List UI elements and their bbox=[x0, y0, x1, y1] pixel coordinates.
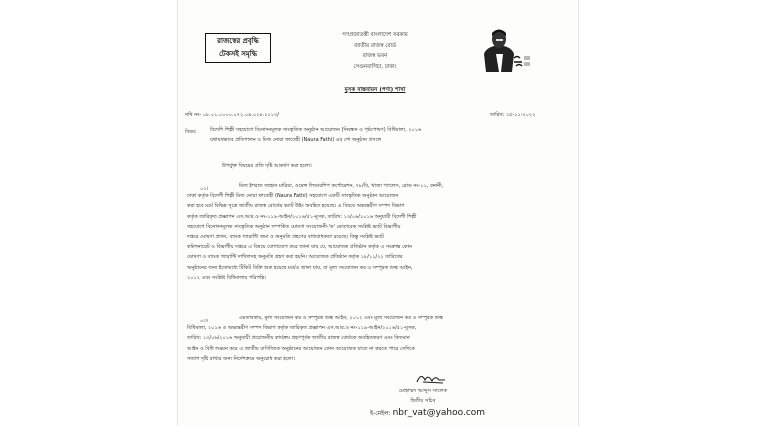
email-line bbox=[370, 408, 485, 419]
para1-line: ঢাকা কর্তৃক বিদেশী শিল্পী মিজ নোরা ফাতেহী (Naura Fathi) সহযোগে একটি সাংস্কৃতিক অনুষ্ঠান আয়োজন bbox=[187, 193, 399, 200]
memo-date: তারিখ: ১৫-১১-২০২২ bbox=[490, 112, 536, 118]
mujib-logo-caption bbox=[514, 56, 530, 66]
para1-number: ০১। bbox=[200, 186, 209, 192]
para2-number: ০৩। bbox=[200, 318, 209, 324]
para1-line: সহযোগে বিনোদনমূলক সাংস্কৃতিক অনুষ্ঠান সম্পর্কিত ঘোষণা সংযোজনী-'ক' মোতাবেক সংশ্লিষ্ট ভ্যাট বিভাগীয় bbox=[187, 223, 401, 230]
mujib-logo bbox=[470, 28, 532, 74]
email-label: ই-মেইল: bbox=[370, 410, 391, 417]
para2-text bbox=[187, 313, 443, 364]
signatory-title: দ্বিতীয় সচিব bbox=[410, 398, 436, 404]
memo-number: নথি নং- ০৮.০১.০০০০.০৭২.০৪.০২৮.২০১৩/ bbox=[185, 112, 279, 118]
para1-line: অনুষ্ঠানের জন্য ইতোমধ্যে টিকিট বিক্রি শুরু হয়েছে মর্মেও জানা যায়, যা মূল্য সংযোজন কর ও সম্পূরক শুল্ক আইন, bbox=[187, 264, 413, 271]
para1-line: করা হবে মর্মে বিভিন্ন সূত্রে জাতীয় রাজস্ব বোর্ডের ভ্যাট উইং অবহিত হয়েছে। এ বিষয়ে অভ্যন্তরীণ সম্পদ বিভাগ bbox=[187, 203, 405, 210]
signature bbox=[405, 371, 475, 385]
para2-line: বিধিমালা, ২০১৬ ও অভ্যন্তরীণ সম্পদ বিভাগ কর্তৃক জারিকৃত প্রজ্ঞাপন এস.আর.ও নং-১১৯-আইন/২০১৬/৫১-মূসক, bbox=[187, 325, 417, 332]
stamp-line-1: রাজস্বের প্রবৃদ্ধি bbox=[217, 37, 259, 45]
subject-text bbox=[210, 125, 421, 145]
para1-line: কর্তৃক জারিকৃত প্রজ্ঞাপন এস.আর.ও নং-১১৯-আইন/২০১৬/৫১-মূসক, তারিখ: ১৩/০৬/২০১৬ অনুযায়ী বিদেশী শিল্পী bbox=[187, 213, 417, 220]
para1-text bbox=[187, 181, 443, 283]
wing-title: মূসক বাস্তবায়ন (পণ্য) শাখা bbox=[344, 87, 406, 93]
email-address[interactable]: nbr_vat@yahoo.com bbox=[392, 408, 486, 418]
letterhead-govt: গণপ্রজাতন্ত্রী বাংলাদেশ সরকার bbox=[342, 32, 408, 38]
stamp-line-2: টেকসই সমৃদ্ধি bbox=[219, 50, 257, 58]
para2-line: সজাগ দৃষ্টি রাখার জন্য নির্দেশক্রমে অনুরোধ করা হলো। bbox=[187, 355, 295, 362]
letterhead-building: রাজস্ব ভবন bbox=[362, 53, 388, 59]
letterhead bbox=[300, 30, 450, 72]
letterhead-board: জাতীয় রাজস্ব বোর্ড bbox=[354, 42, 396, 49]
para1-line: দপ্তরে ঘোষণা প্রদান, ব্যাংক গ্যারান্টি জমা ও অনুমতি গ্রহণের বাধ্যবাধকতা রয়েছে। কিন্তু সংশ্লিষ্ট ভ্যাট bbox=[187, 234, 384, 241]
intro-line: উপর্যুক্ত বিষয়ের প্রতি দৃষ্টি আকর্ষণ করা হলো। bbox=[222, 163, 312, 169]
para2-line: এমতাবস্থায়, মূল্য সংযোজন কর ও সম্পূরক শুল্ক আইন, ২০১২ এবং মূল্য সংযোজন কর ও সম্পূরক শুল্ক bbox=[239, 315, 444, 321]
para1-line: মিজ ইশরাত জাহান মারিয়া, ওমেন্স লিডারশিপ কর্পোরেশন, ৭৮/বি, খাজা প্যালেস, রোড নং-১১, বনানী, bbox=[239, 183, 444, 189]
para1-line: ঘোষণা ও ব্যাংক গ্যারান্টি দাখিলসহ অনুমতি গ্রহণ করা হয়নি। আয়োজক প্রতিষ্ঠান কর্তৃক ১৮/১১/২২ তারিখের bbox=[187, 254, 403, 261]
para2-line: আইন ও বিধি লঙ্ঘন করে এ জাতীয় বাণিজ্যিক অনুষ্ঠানের আয়োজন কোন আয়োজক যাতে না করতে পারে সেদিকে bbox=[187, 345, 415, 352]
subject-line-1: বিদেশি শিল্পী সহযোগে বিনোদনমূলক সাংস্কৃতিক অনুষ্ঠান আয়োজন (নিবন্ধন ও পৃষ্ঠপোষণ) বিধিমালা, ২০১৬ bbox=[210, 127, 422, 133]
para2-line: তারিখ: ১৩/০৬/২০১৬ অনুযায়ী প্রয়োজনীয় কার্যক্রম গ্রহণপূর্বক জাতীয় রাজস্ব বোর্ডকে অবহিতকরণ এবং বিদ্যমান bbox=[187, 335, 410, 342]
signatory-block bbox=[368, 386, 478, 406]
subject-label: বিষয়: bbox=[185, 129, 197, 135]
slogan-stamp bbox=[205, 33, 271, 63]
para1-line: কমিশনারেট ও বিভাগীয় দপ্তরে এ বিষয়ে যোগাযোগ করে জানা যায় যে, আয়োজক প্রতিষ্ঠান কর্তৃক এ সংক্রান্ত কোন bbox=[187, 244, 412, 251]
para1-line: ২০১২ এবং সংশ্লিষ্ট বিধিমালার পরিপন্থি। bbox=[187, 274, 266, 281]
letterhead-address: সেগুনবাগিচা, ঢাকা। bbox=[353, 63, 397, 70]
subject-line-2: যথাযথভাবে প্রতিপালন ও মিজ নোরা ফাতেহী (Naura Fathi) এর শো অনুষ্ঠান প্রসঙ্গে bbox=[210, 137, 381, 144]
signatory-name: মোহাম্মদ আব্দুস সালেক bbox=[398, 388, 448, 394]
